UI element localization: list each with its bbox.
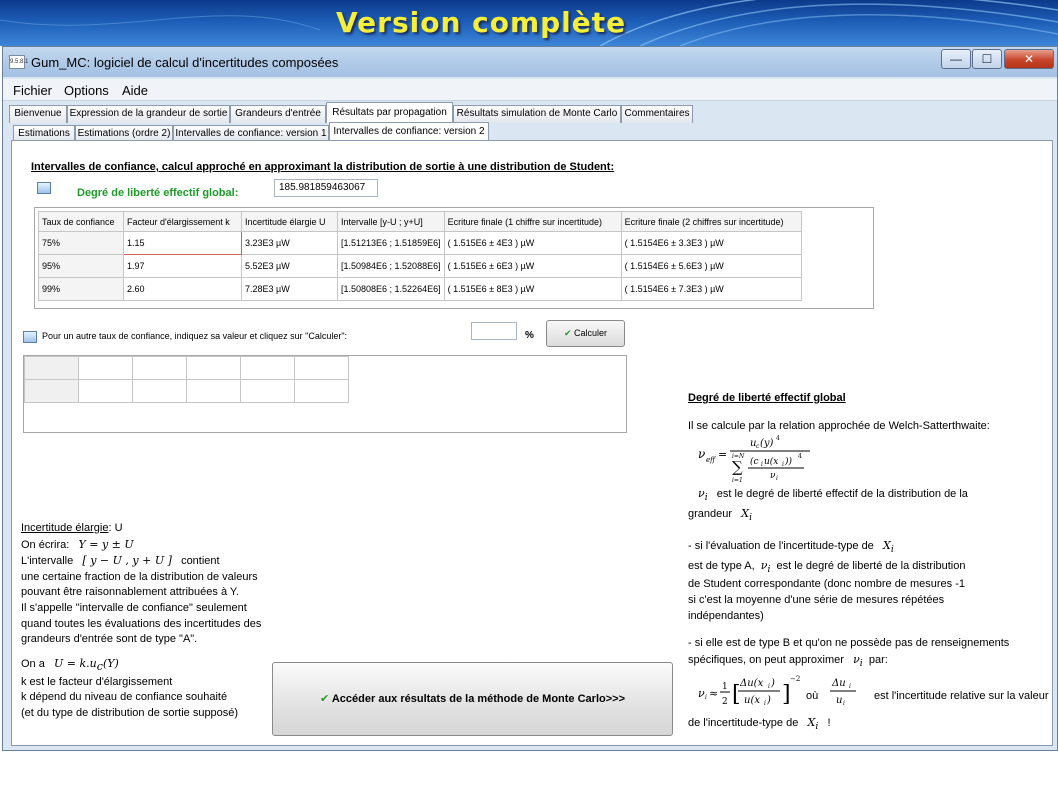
svg-text:[: [	[732, 682, 741, 708]
tab-grandeurs-entree[interactable]: Grandeurs d'entrée	[230, 105, 326, 123]
custom-rate-grid	[23, 355, 627, 433]
table-cell[interactable]	[295, 380, 349, 403]
subtab-estimations-ordre2[interactable]: Estimations (ordre 2)	[75, 125, 173, 141]
table-cell[interactable]	[187, 357, 241, 380]
table-cell[interactable]	[133, 357, 187, 380]
svg-text:i=1: i=1	[732, 477, 743, 485]
column-header[interactable]: Taux de confiance	[39, 212, 124, 232]
table-cell[interactable]	[79, 357, 133, 380]
note-text: indépendantes)	[688, 609, 764, 622]
note-text: si c'est la moyenne d'une série de mesures répétées	[688, 593, 945, 606]
monte-carlo-button[interactable]	[272, 662, 673, 736]
table-cell[interactable]	[241, 357, 295, 380]
note-text: spécifiques, on peut approximer	[688, 653, 844, 666]
note-text: Il s'appelle "intervalle de confiance" seulement	[21, 601, 247, 614]
table-cell[interactable]: 95%	[39, 255, 124, 278]
app-window	[2, 46, 1058, 751]
expanded-uncertainty-notes	[21, 521, 261, 721]
svg-text:≈: ≈	[709, 687, 719, 701]
table-row	[39, 278, 802, 301]
window-title: Gum_MC: logiciel de calcul d'incertitudes composées	[31, 55, 339, 70]
svg-text:i: i	[764, 700, 766, 708]
table-cell[interactable]: 99%	[39, 278, 124, 301]
table-row	[39, 255, 802, 278]
svg-text:ν: ν	[698, 447, 706, 462]
note-math: Y = y ± U	[78, 537, 134, 551]
other-rate-prompt: Pour un autre taux de confiance, indiquez sa valeur et cliquez sur "Calculer":	[42, 331, 348, 341]
svg-text:Δu: Δu	[832, 678, 846, 690]
svg-text:i: i	[843, 700, 845, 708]
app-icon: 9.5.8.1	[9, 55, 25, 69]
content-panel	[11, 140, 1053, 746]
note-term: Incertitude élargie	[21, 522, 109, 534]
svg-text:2: 2	[722, 697, 728, 708]
table-row	[25, 380, 349, 403]
menu-bar	[3, 79, 1057, 101]
svg-text:i: i	[849, 683, 851, 691]
svg-text:1: 1	[722, 682, 728, 693]
check-icon: ✔	[563, 328, 572, 338]
note-text: k est le facteur d'élargissement	[21, 675, 173, 688]
table-cell[interactable]	[25, 357, 79, 380]
note-math: U = k.u	[54, 656, 97, 670]
tab-expression[interactable]: Expression de la grandeur de sortie	[67, 105, 230, 123]
tab-bienvenue[interactable]: Bienvenue	[9, 105, 67, 123]
svg-text:]: ]	[782, 682, 791, 708]
table-cell[interactable]: ( 1.515E6 ± 8E3 ) µW	[444, 278, 621, 301]
nu-i-symbol: $\nu_i$	[760, 558, 771, 575]
welch-satterthwaite-formula	[698, 434, 1050, 486]
info-icon	[23, 331, 37, 343]
subtab-estimations[interactable]: Estimations	[13, 125, 75, 141]
check-icon: ✔	[319, 693, 330, 705]
note-text: k dépend du niveau de confiance souhaité	[21, 691, 228, 704]
confidence-rate-input[interactable]	[471, 322, 517, 340]
minimize-button[interactable]: —	[941, 49, 971, 69]
menu-fichier[interactable]: Fichier	[13, 83, 53, 98]
ddl-explanation-title: Degré de liberté effectif global	[688, 392, 846, 404]
note-text: Il se calcule par la relation approchée de Welch-Satterthwaite:	[688, 419, 990, 432]
maximize-button[interactable]: ☐	[972, 49, 1002, 69]
note-text: pouvant être raisonnablement attribuées à Y.	[21, 586, 239, 599]
table-cell[interactable]	[241, 380, 295, 403]
table-cell[interactable]: 1.15	[124, 232, 242, 255]
tab-monte-carlo[interactable]: Résultats simulation de Monte Carlo	[453, 105, 621, 123]
table-cell[interactable]: [1.50808E6 ; 1.52264E6]	[338, 278, 445, 301]
table-cell[interactable]	[25, 380, 79, 403]
table-cell[interactable]: [1.51213E6 ; 1.51859E6]	[338, 232, 445, 255]
table-cell[interactable]	[133, 380, 187, 403]
note-text: quand toutes les évaluations des incertitudes des	[21, 617, 262, 630]
table-cell[interactable]: 7.28E3 µW	[242, 278, 338, 301]
svg-text:eff: eff	[706, 456, 716, 465]
tab-resultats-propagation[interactable]: Résultats par propagation	[326, 102, 453, 123]
x-i-symbol: $X_i$	[741, 506, 752, 524]
note-text: - si l'évaluation de l'incertitude-type de	[688, 539, 874, 552]
svg-text:−2: −2	[790, 675, 801, 684]
relative-uncertainty-fraction	[828, 671, 868, 715]
note-text: : U	[108, 522, 123, 534]
column-header[interactable]: Incertitude élargie U	[242, 212, 338, 232]
note-text: est de type A,	[688, 559, 755, 572]
table-cell[interactable]: 75%	[39, 232, 124, 255]
table-row	[39, 232, 802, 255]
custom-rate-table	[24, 356, 349, 403]
svg-text:u: u	[836, 695, 843, 707]
note-text: (et du type de distribution de sortie supposé)	[21, 706, 239, 719]
note-text: contient	[181, 555, 220, 568]
table-cell[interactable]	[295, 357, 349, 380]
svg-text:): )	[771, 678, 775, 690]
tab-commentaires[interactable]: Commentaires	[621, 105, 693, 123]
svg-text:i: i	[705, 694, 707, 702]
note-text: On a	[21, 657, 45, 670]
svg-text:i: i	[776, 475, 778, 483]
svg-text:u(x: u(x	[744, 695, 760, 707]
note-text: est le degré de liberté de la distribution	[776, 559, 966, 572]
close-button[interactable]: ✕	[1004, 49, 1054, 69]
note-text: grandeurs d'entrée sont de type "A".	[21, 633, 198, 646]
subtab-intervalles-v2[interactable]: Intervalles de confiance: version 2	[329, 122, 489, 141]
table-cell[interactable]: ( 1.5154E6 ± 3.3E3 ) µW	[621, 232, 801, 255]
svg-text:ν: ν	[698, 687, 705, 701]
monte-carlo-label: Accéder aux résultats de la méthode de Monte Carlo>>>	[331, 693, 625, 705]
table-cell[interactable]	[79, 380, 133, 403]
table-cell[interactable]: 1.97	[124, 255, 242, 278]
column-header[interactable]: Ecriture finale (2 chiffres sur incertitude)	[621, 212, 801, 232]
note-math: c	[96, 659, 103, 673]
type-b-formula	[688, 671, 1050, 715]
note-text: grandeur	[688, 507, 733, 520]
table-cell[interactable]: 2.60	[124, 278, 242, 301]
subtab-intervalles-v1[interactable]: Intervalles de confiance: version 1	[173, 125, 329, 141]
ddl-label: Degré de liberté effectif global:	[77, 187, 239, 199]
note-text: est le degré de liberté effectif de la distribution de la	[716, 488, 968, 501]
info-icon	[37, 182, 51, 194]
table-header-row	[39, 212, 802, 232]
note-math: (Y)	[102, 656, 119, 670]
table-cell[interactable]: 3.23E3 µW	[242, 232, 338, 255]
note-text: de l'incertitude-type de	[688, 717, 799, 730]
svg-text:u: u	[750, 438, 757, 450]
results-grid	[34, 207, 874, 309]
table-cell[interactable]: ( 1.5154E6 ± 7.3E3 ) µW	[621, 278, 801, 301]
svg-text:i: i	[761, 461, 763, 469]
x-i-symbol: $X_i$	[807, 716, 819, 733]
svg-text:=: =	[718, 448, 728, 462]
table-cell[interactable]: [1.50984E6 ; 1.52088E6]	[338, 255, 445, 278]
svg-text:i=N: i=N	[732, 453, 745, 461]
ddl-value-field[interactable]: 185.981859463067	[274, 179, 378, 197]
svg-text:): )	[767, 695, 771, 707]
column-header[interactable]: Intervalle [y-U ; y+U]	[338, 212, 445, 232]
section-heading: Intervalles de confiance, calcul approché en approximant la distribution de sortie à une distribution de Student:	[31, 161, 615, 173]
svg-text:c: c	[756, 443, 760, 451]
svg-text:(y): (y)	[760, 438, 774, 450]
column-header[interactable]: Ecriture finale (1 chiffre sur incertitude)	[444, 212, 621, 232]
note-text: est l'incertitude relative sur la valeur	[874, 690, 1049, 703]
calculer-label: Calculer	[574, 328, 608, 338]
table-row	[25, 357, 349, 380]
svg-text:ν: ν	[770, 471, 776, 482]
column-header[interactable]: Facteur d'élargissement k	[124, 212, 242, 232]
nu-i-symbol: $\nu_i$	[853, 652, 863, 669]
calculer-button[interactable]	[546, 320, 625, 347]
svg-text:(c: (c	[750, 457, 759, 468]
note-text: - si elle est de type B et qu'on ne possède pas de renseignements	[688, 637, 1010, 650]
table-cell[interactable]	[187, 380, 241, 403]
table-cell[interactable]: ( 1.515E6 ± 6E3 ) µW	[444, 255, 621, 278]
svg-text:i: i	[782, 461, 784, 469]
note-text: de Student correspondante (donc nombre de mesures -1	[688, 578, 965, 591]
menu-aide[interactable]: Aide	[122, 83, 149, 98]
note-math: [ y − U , y + U ]	[82, 554, 172, 568]
svg-text:4: 4	[798, 453, 802, 461]
ddl-explanation: Degré de liberté effectif global Il se calcule par la relation approchée de Welch-Satterthwaite: ν eff = u c (y) 4 i=N ∑ i=1 (c i u(x i )) 4 ν i $\nu_i$ est le degré de liberté effectif de la distribution de la grandeur $X_i$ - si l'évaluation de l'incertitude-type de $X_i$ est de type A, $\nu_i$ est le degré de liberté de la distribution de Student correspondante (donc nombre de mesures -1 si c'est la moyenne d'une série de mesures répétées indépendantes) - si elle est de type B et qu'on ne possède pas de renseignements spécifiques, on peut approximer $\nu_i$ par: ν i ≈ 1 2 [ Δu(x i ) u(x i ) ] −2 où Δu i u i est l'incertitude relative sur la valeur de l'incertitude-type de $X_i$ !	[688, 392, 1049, 733]
note-text: par:	[868, 653, 888, 666]
svg-text:)): ))	[785, 457, 793, 468]
nu-i-symbol: $\nu_i$	[698, 487, 708, 504]
menu-options[interactable]: Options	[64, 83, 109, 98]
table-cell[interactable]: ( 1.5154E6 ± 5.6E3 ) µW	[621, 255, 801, 278]
note-text: où	[806, 690, 819, 703]
svg-text:4: 4	[776, 435, 780, 443]
svg-text:i: i	[768, 683, 770, 691]
title-bar[interactable]	[3, 47, 1057, 77]
table-cell[interactable]: ( 1.515E6 ± 4E3 ) µW	[444, 232, 621, 255]
svg-text:∑: ∑	[732, 458, 743, 477]
svg-text:Δu(x: Δu(x	[740, 678, 764, 690]
table-cell[interactable]: 5.52E3 µW	[242, 255, 338, 278]
svg-text:u(x: u(x	[764, 457, 779, 468]
percent-label: %	[525, 330, 534, 341]
note-text: une certaine fraction de la distribution de valeurs	[21, 570, 258, 583]
slide-banner	[0, 0, 1058, 46]
note-text: On écrira:	[21, 538, 70, 551]
slide-title: Version complète	[336, 6, 627, 39]
note-text: L'intervalle	[21, 555, 74, 568]
results-table	[38, 211, 802, 301]
formula-graphic	[698, 434, 848, 486]
x-i-symbol: $X_i$	[882, 538, 894, 555]
